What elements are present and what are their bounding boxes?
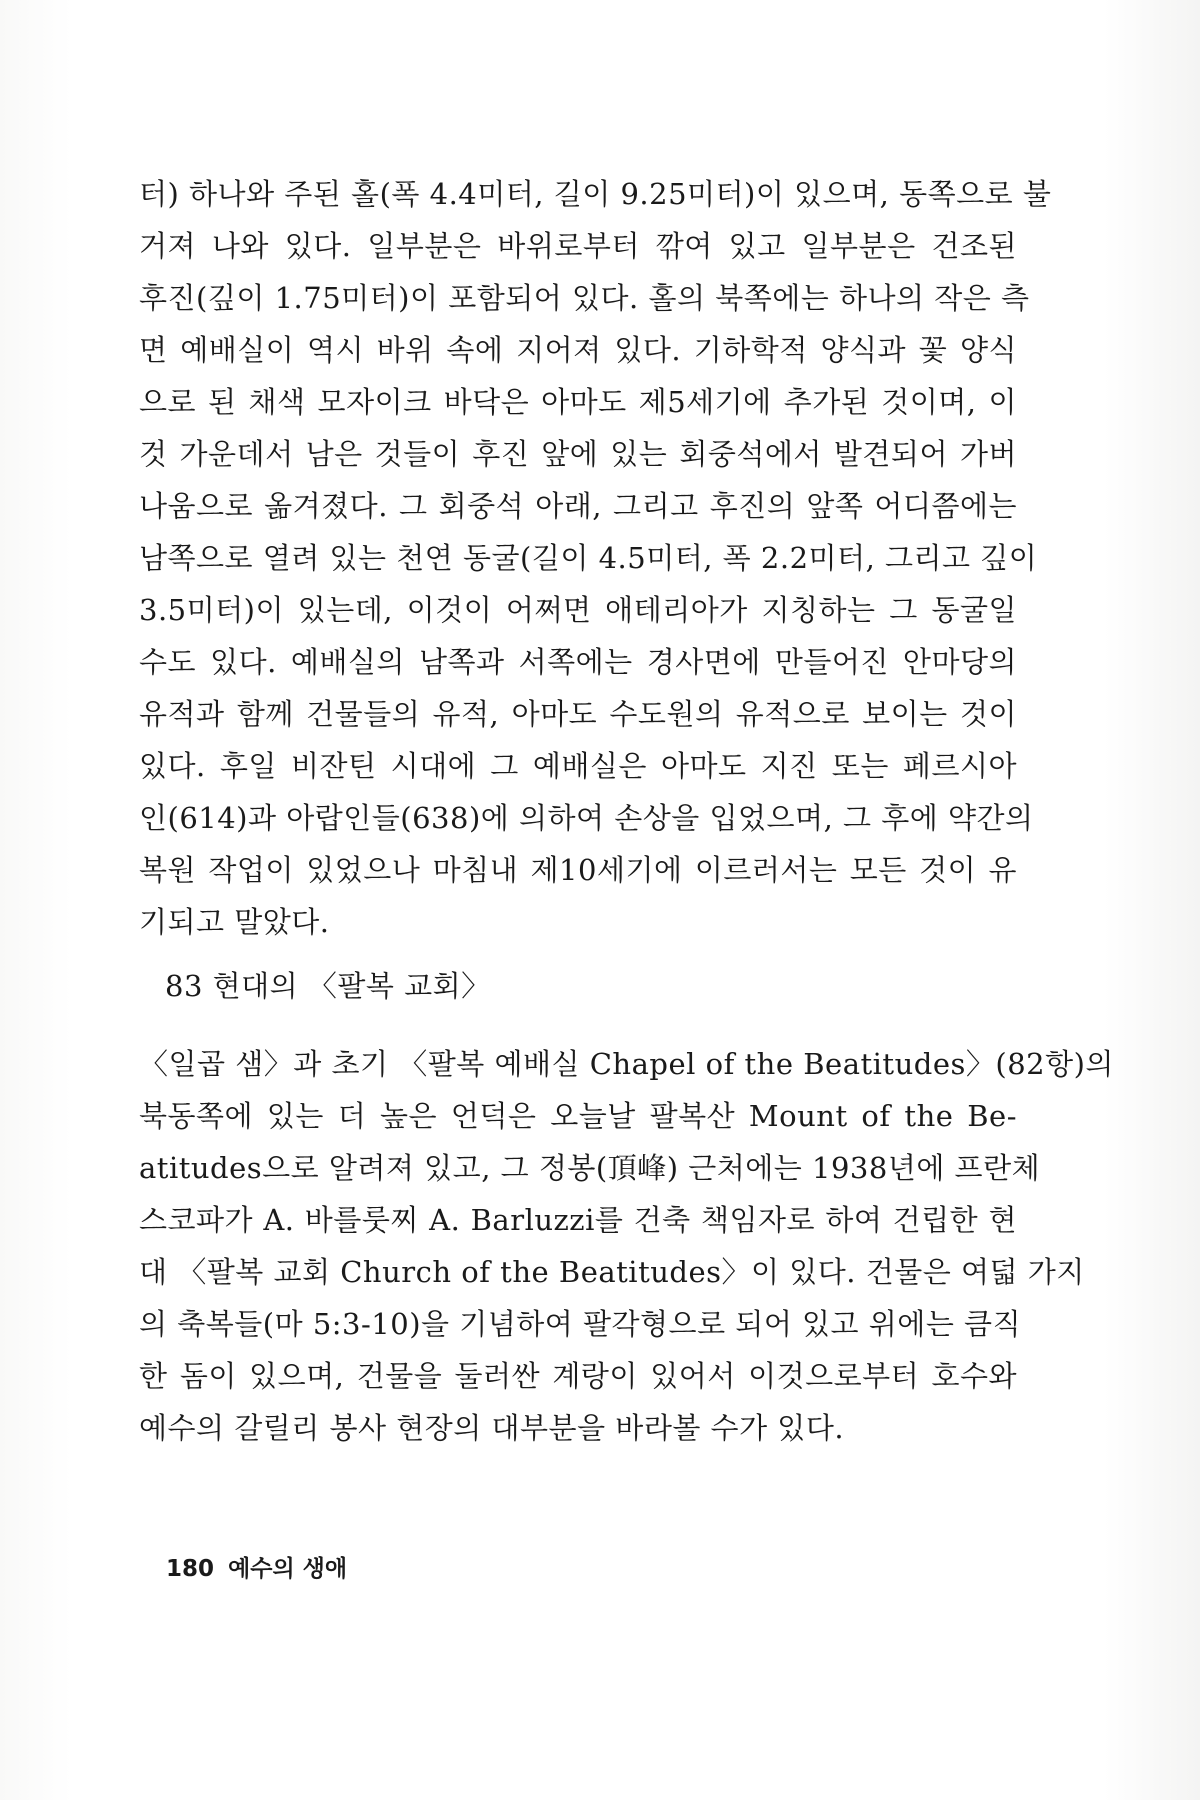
text-line: 터) 하나와 주된 홀(폭 4.4미터, 길이 9.25미터)이 있으며, 동쪽으로 불 <box>139 177 1052 211</box>
text-line: 것 가운데서 남은 것들이 후진 앞에 있는 회중석에서 발견되어 가버 <box>139 437 1017 471</box>
text-line: 〈일곱 샘〉과 초기 〈팔복 예배실 Chapel of the Beatitudes〉(82항)의 <box>139 1047 1114 1081</box>
section-heading: 83 현대의 〈팔복 교회〉 <box>165 969 491 1003</box>
text-line-last: 기되고 말았다. <box>139 905 330 939</box>
body-paragraph-1 <box>139 168 1052 948</box>
running-title: 예수의 생애 <box>228 1556 348 1582</box>
text-line: 의 축복들(마 5:3-10)을 기념하여 팔각형으로 되어 있고 위에는 큼직 <box>139 1307 1022 1341</box>
text-line: 스코파가 A. 바를룻찌 A. Barluzzi를 건축 책임자로 하여 건립한 현 <box>139 1203 1017 1237</box>
page-number: 180 <box>166 1556 215 1582</box>
text-line: atitudes으로 알려져 있고, 그 정봉(頂峰) 근처에는 1938년에 프란체 <box>139 1151 1041 1185</box>
text-line: 면 예배실이 역시 바위 속에 지어져 있다. 기하학적 양식과 꽃 양식 <box>139 333 1017 367</box>
text-line: 후진(깊이 1.75미터)이 포함되어 있다. 홀의 북쪽에는 하나의 작은 측 <box>139 281 1030 315</box>
text-line: 으로 된 채색 모자이크 바닥은 아마도 제5세기에 추가된 것이며, 이 <box>139 385 1017 419</box>
text-line: 복원 작업이 있었으나 마침내 제10세기에 이르러서는 모든 것이 유 <box>139 853 1017 887</box>
text-line: 있다. 후일 비잔틴 시대에 그 예배실은 아마도 지진 또는 페르시아 <box>139 749 1017 783</box>
text-line: 북동쪽에 있는 더 높은 언덕은 오늘날 팔복산 Mount of the Be- <box>139 1099 1017 1133</box>
text-line: 나움으로 옮겨졌다. 그 회중석 아래, 그리고 후진의 앞쪽 어디쯤에는 <box>139 489 1017 523</box>
text-line: 3.5미터)이 있는데, 이것이 어쩌면 애테리아가 지칭하는 그 동굴일 <box>139 593 1017 627</box>
text-line-last: 예수의 갈릴리 봉사 현장의 대부분을 바라볼 수가 있다. <box>139 1411 845 1445</box>
text-line: 수도 있다. 예배실의 남쪽과 서쪽에는 경사면에 만들어진 안마당의 <box>139 645 1017 679</box>
text-line: 거져 나와 있다. 일부분은 바위로부터 깎여 있고 일부분은 건조된 <box>139 229 1017 263</box>
text-line: 유적과 함께 건물들의 유적, 아마도 수도원의 유적으로 보이는 것이 <box>139 697 1017 731</box>
text-line: 대 〈팔복 교회 Church of the Beatitudes〉이 있다. 건물은 여덟 가지 <box>139 1255 1085 1289</box>
text-line: 남쪽으로 열려 있는 천연 동굴(길이 4.5미터, 폭 2.2미터, 그리고 깊이 <box>139 541 1038 575</box>
body-paragraph-2 <box>139 1038 1114 1454</box>
text-line: 한 돔이 있으며, 건물을 둘러싼 계랑이 있어서 이것으로부터 호수와 <box>139 1359 1017 1393</box>
page-footer <box>166 1554 347 1584</box>
text-line: 인(614)과 아랍인들(638)에 의하여 손상을 입었으며, 그 후에 약간의 <box>139 801 1034 835</box>
